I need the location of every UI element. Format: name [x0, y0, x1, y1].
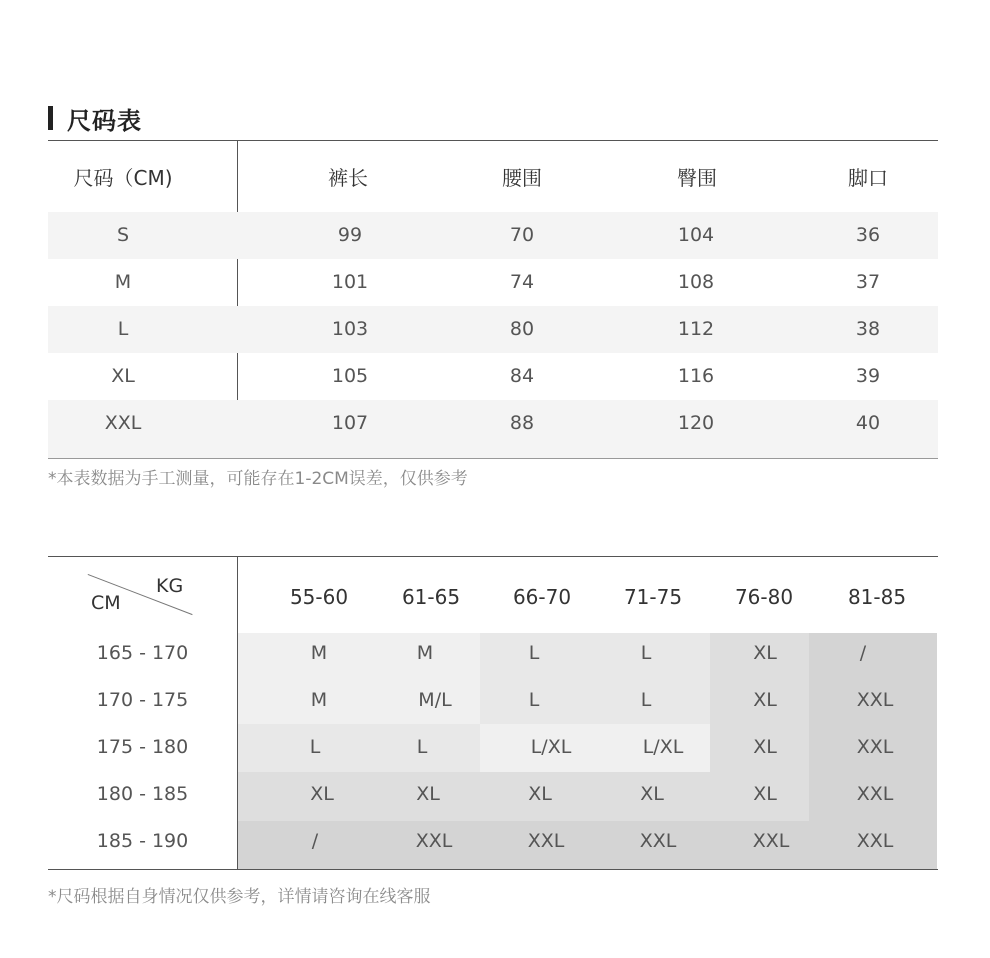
weight-unit-label: KG	[156, 575, 184, 597]
size-recommendation-cell: M	[310, 689, 328, 711]
size-recommendation-cell: XXL	[415, 830, 453, 852]
hem-cell: 39	[855, 365, 881, 387]
size-recommendation-cell: L	[640, 689, 652, 711]
weight-header: 81-85	[847, 585, 907, 609]
size-recommendation-cell: XL	[640, 783, 664, 805]
table-row	[48, 306, 938, 353]
corner-header	[48, 557, 237, 633]
waist-cell: 88	[509, 412, 535, 434]
size-recommendation-cell: XL	[753, 736, 777, 758]
weight-header: 61-65	[401, 585, 461, 609]
header-hip: 臀围	[677, 166, 717, 190]
size-cell: S	[116, 224, 130, 246]
hem-cell: 40	[855, 412, 881, 434]
length-cell: 99	[337, 224, 363, 246]
hem-cell: 36	[855, 224, 881, 246]
hem-cell: 37	[855, 271, 881, 293]
waist-cell: 70	[509, 224, 535, 246]
recommendation-note: *尺码根据自身情况仅供参考，详情请咨询在线客服	[48, 887, 431, 907]
size-recommendation-cell: M	[416, 642, 434, 664]
hem-cell: 38	[855, 318, 881, 340]
hip-cell: 112	[677, 318, 715, 340]
size-recommendation-cell: /	[859, 642, 867, 664]
height-label: 170 - 175	[96, 689, 189, 711]
height-label: 185 - 190	[96, 830, 189, 852]
height-unit-label: CM	[91, 592, 121, 614]
size-recommendation-cell: XXL	[856, 689, 894, 711]
waist-cell: 84	[509, 365, 535, 387]
size-recommendation-cell: L	[416, 736, 428, 758]
hip-cell: 116	[677, 365, 715, 387]
size-cell: XXL	[104, 412, 142, 434]
size-recommendation-cell: L	[528, 689, 540, 711]
header-waist: 腰围	[502, 166, 542, 190]
header-hem: 脚口	[848, 166, 888, 190]
weight-header: 71-75	[623, 585, 683, 609]
size-recommendation-cell: XL	[753, 642, 777, 664]
size-recommendation-cell: XL	[753, 689, 777, 711]
table-row	[48, 400, 938, 458]
size-recommendation-cell: XL	[528, 783, 552, 805]
size-recommendation-cell: XXL	[856, 783, 894, 805]
length-cell: 105	[331, 365, 369, 387]
height-label: 180 - 185	[96, 783, 189, 805]
size-recommendation-cell: XL	[416, 783, 440, 805]
size-recommendation-cell: L/XL	[642, 736, 684, 758]
size-recommendation-cell: L/XL	[530, 736, 572, 758]
hip-cell: 104	[677, 224, 715, 246]
page-title: 尺码表	[67, 106, 142, 135]
height-label: 175 - 180	[96, 736, 189, 758]
weight-header: 66-70	[512, 585, 572, 609]
table-row	[48, 353, 938, 400]
size-recommendation-cell: XL	[753, 783, 777, 805]
size-cell: M	[114, 271, 132, 293]
page-title-wrap	[48, 104, 142, 135]
size-cell: L	[117, 318, 129, 340]
size-recommendation-cell: XXL	[639, 830, 677, 852]
size-recommendation-cell: M/L	[418, 689, 452, 711]
title-accent-bar	[48, 106, 53, 130]
size-recommendation-cell: L	[309, 736, 321, 758]
size-recommendation-cell: XXL	[752, 830, 790, 852]
table-row	[48, 212, 938, 259]
waist-cell: 80	[509, 318, 535, 340]
hip-cell: 120	[677, 412, 715, 434]
length-cell: 101	[331, 271, 369, 293]
table2-bottom-rule	[48, 869, 938, 870]
waist-cell: 74	[509, 271, 535, 293]
hip-cell: 108	[677, 271, 715, 293]
weight-header: 76-80	[734, 585, 794, 609]
size-recommendation-cell: XXL	[527, 830, 565, 852]
size-cell: XL	[111, 365, 135, 387]
header-size: 尺码（CM)	[73, 166, 173, 190]
size-recommendation-cell: XXL	[856, 736, 894, 758]
table1-bottom-rule	[48, 458, 938, 459]
weight-header: 55-60	[289, 585, 349, 609]
size-recommendation-cell: XXL	[856, 830, 894, 852]
size-recommendation-cell: XL	[310, 783, 334, 805]
table-row	[48, 259, 938, 306]
size-recommendation-cell: M	[310, 642, 328, 664]
size-recommendation-cell: L	[640, 642, 652, 664]
header-length: 裤长	[328, 166, 368, 190]
measurement-note: *本表数据为手工测量，可能存在1-2CM误差，仅供参考	[48, 469, 468, 489]
length-cell: 103	[331, 318, 369, 340]
length-cell: 107	[331, 412, 369, 434]
size-recommendation-cell: L	[528, 642, 540, 664]
size-recommendation-cell: /	[311, 830, 319, 852]
size-table-header	[48, 141, 938, 212]
height-label: 165 - 170	[96, 642, 189, 664]
